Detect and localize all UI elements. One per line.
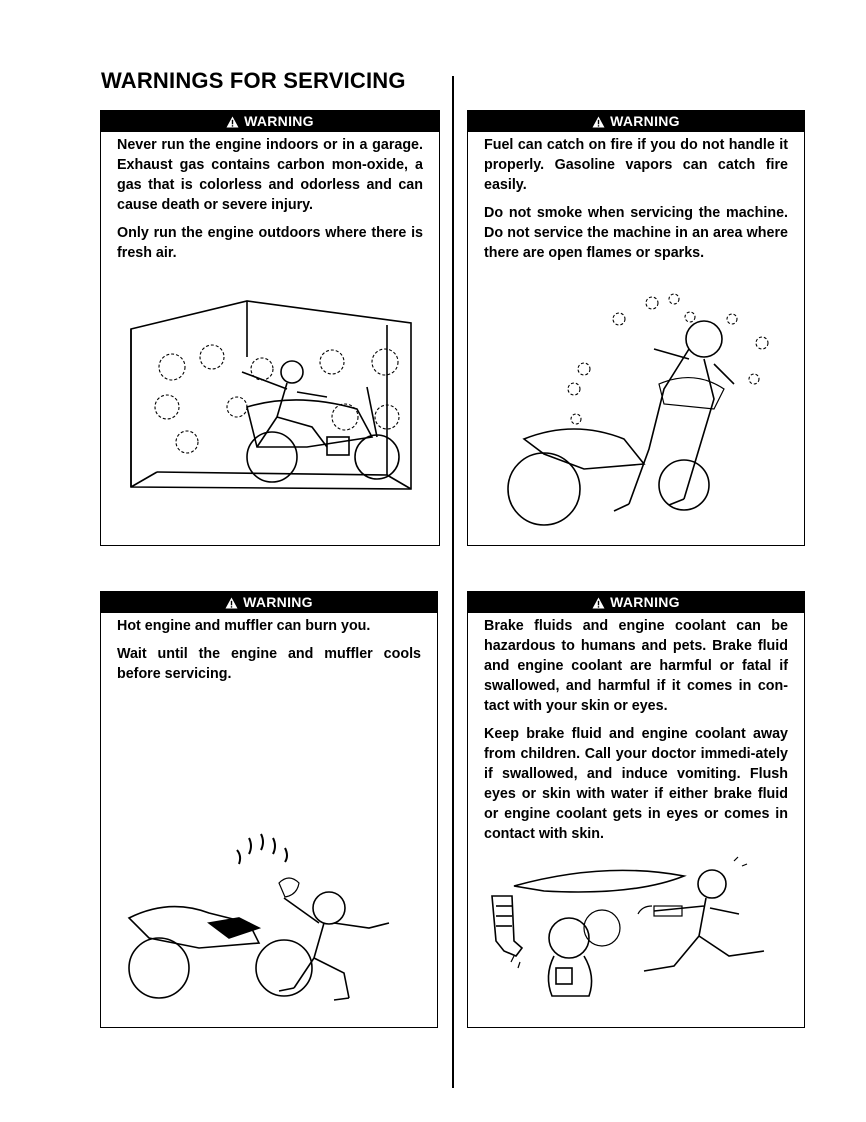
warning-paragraph: Only run the engine outdoors where there is fresh air. [117, 225, 423, 261]
warning-header [101, 592, 437, 613]
warning-box-exhaust [100, 110, 440, 546]
warning-triangle-icon [592, 597, 605, 609]
warning-label: WARNING [243, 594, 313, 610]
muffler-burn-illustration [119, 828, 419, 1008]
warning-paragraph: Brake fluids and engine coolant can be hazardous to humans and pets. Brake fluid and engine coolant are harmful or fatal if swallowed, and harmful if it comes in con-tact with your skin or eyes. [484, 618, 788, 714]
warning-header [468, 111, 804, 132]
warning-label: WARNING [610, 594, 680, 610]
fuel-fire-illustration [504, 289, 774, 529]
warning-box-brake-fluid [467, 591, 805, 1028]
warning-paragraph: Hot engine and muffler can burn you. [117, 618, 371, 634]
warning-label: WARNING [244, 113, 314, 129]
warning-box-fuel [467, 110, 805, 546]
warning-paragraph: Never run the engine indoors or in a garage. Exhaust gas contains carbon mon-oxide, a gas that is colorless and odorless and can cause death or severe injury. [117, 137, 423, 213]
warning-header [101, 111, 439, 132]
warning-box-hot-engine [100, 591, 438, 1028]
warning-triangle-icon [592, 116, 605, 128]
warning-paragraph: Fuel can catch on fire if you do not handle it properly. Gasoline vapors can catch fire easily. [484, 137, 788, 193]
page-title: WARNINGS FOR SERVICING [101, 68, 406, 93]
warning-triangle-icon [225, 597, 238, 609]
warning-header [468, 592, 804, 613]
warning-paragraph: Do not smoke when servicing the machine. Do not service the machine in an area where there are open flames or sparks. [484, 205, 788, 261]
warning-paragraph: Keep brake fluid and engine coolant away from children. Call your doctor immedi-ately if swallowed, and induce vomiting. Flush eyes or skin with water if either brake fluid or engine coolant gets in eyes or comes in contact with skin. [484, 726, 788, 842]
warning-triangle-icon [226, 116, 239, 128]
warning-label: WARNING [610, 113, 680, 129]
garage-exhaust-illustration [127, 297, 417, 497]
brake-fluid-child-illustration [484, 856, 794, 1016]
column-divider [452, 76, 454, 1088]
warning-paragraph: Wait until the engine and muffler cools before servicing. [117, 646, 421, 682]
